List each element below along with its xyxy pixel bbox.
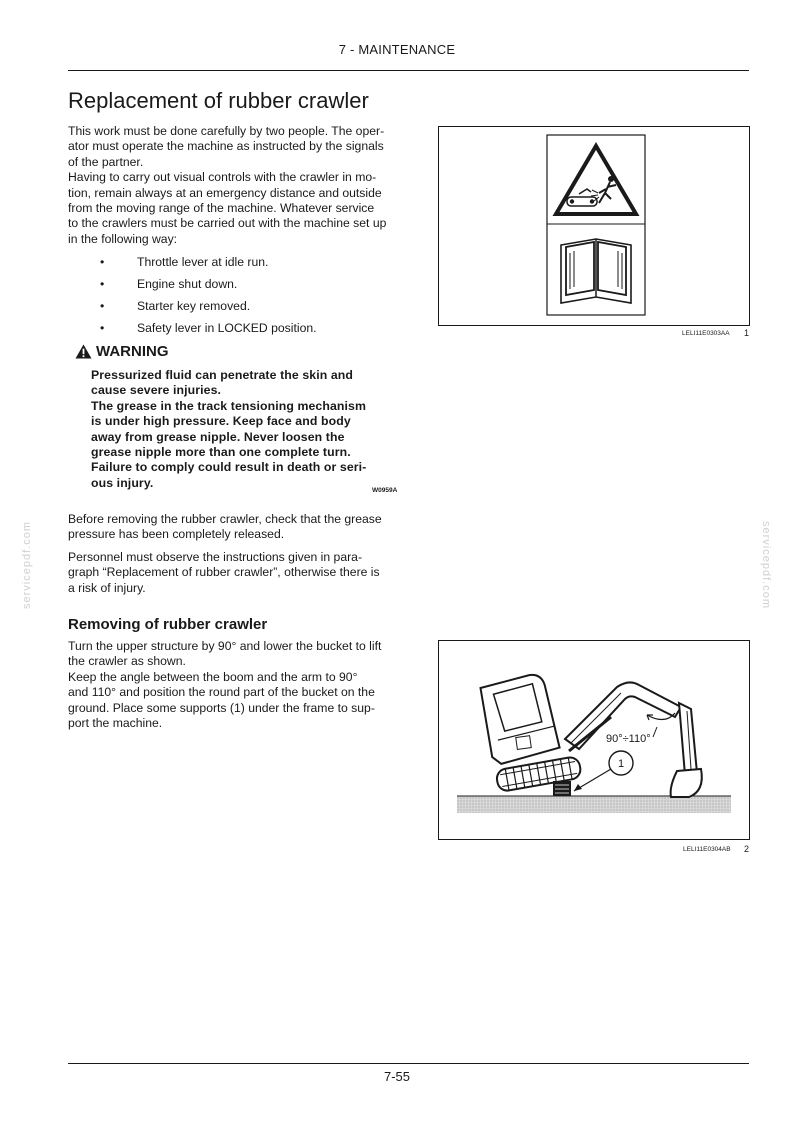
text-line: grease nipple more than one complete turn.: [91, 445, 351, 460]
watermark: servicepdf.com: [760, 521, 772, 609]
text-line: of the partner.: [68, 154, 144, 169]
setup-bullet-list: [100, 255, 400, 343]
list-item: [100, 255, 400, 277]
bullet-mark: •: [100, 299, 105, 313]
text-line: ous injury.: [91, 475, 154, 490]
figure-number: 2: [744, 844, 750, 854]
warning-code: W0959A: [372, 487, 398, 494]
figure-safety-decal: [438, 126, 750, 326]
text-line: ground. Place some supports (1) under the frame to sup-: [68, 700, 375, 715]
figure-caption: LELI11E0304AB: [683, 846, 731, 853]
warning-heading: [75, 343, 169, 360]
text-line: pressure has been completely released.: [68, 527, 285, 542]
figure-number: 1: [744, 328, 750, 338]
page-number: 7-55: [383, 1069, 411, 1084]
text-line: Turn the upper structure by 90° and lower the bucket to lift: [68, 639, 382, 653]
section-header: 7 - MAINTENANCE: [338, 42, 456, 57]
watermark: servicepdf.com: [21, 521, 33, 609]
text-line: Pressurized fluid can penetrate the skin and: [91, 368, 354, 382]
text-line: in the following way:: [68, 231, 178, 246]
support-callout-number: 1: [617, 758, 625, 770]
bullet-text: Starter key removed.: [137, 299, 251, 313]
excavator-lift-illustration: [439, 641, 749, 839]
bullet-text: Engine shut down.: [137, 277, 238, 291]
text-line: tion, remain always at an emergency distance and outside: [68, 185, 382, 200]
text-line: to the crawlers must be carried out with the machine set up: [68, 216, 387, 231]
text-line: The grease in the track tensioning mechanism: [91, 398, 367, 413]
text-line: This work must be done carefully by two people. The oper-: [68, 124, 385, 138]
text-line: away from grease nipple. Never loosen the: [91, 429, 345, 444]
header-rule: [68, 70, 749, 71]
warning-text: [91, 368, 386, 491]
text-line: from the moving range of the machine. Whatever service: [68, 201, 375, 216]
text-line: the crawler as shown.: [68, 654, 186, 669]
intro-paragraph: [68, 124, 409, 247]
text-line: graph “Replacement of rubber crawler”, otherwise there is: [68, 565, 380, 580]
text-line: and 110° and position the round part of the bucket on the: [68, 685, 375, 700]
warning-triangle-icon: [75, 344, 92, 359]
list-item: [100, 277, 400, 299]
text-line: Before removing the rubber crawler, check that the grease: [68, 512, 382, 526]
section-subheading: Removing of rubber crawler: [68, 616, 268, 633]
text-line: ator must operate the machine as instructed by the signals: [68, 139, 384, 154]
text-line: Personnel must observe the instructions given in para-: [68, 550, 363, 564]
grease-pressure-paragraph: [68, 512, 409, 543]
figure-caption: LELI11E0303AA: [682, 330, 730, 337]
bullet-mark: •: [100, 321, 105, 335]
page-title: Replacement of rubber crawler: [68, 88, 369, 113]
text-line: Keep the angle between the boom and the arm to 90°: [68, 669, 358, 684]
footer-rule: [68, 1063, 749, 1064]
text-line: Having to carry out visual controls with the crawler in mo-: [68, 170, 377, 185]
text-line: Failure to comply could result in death or seri-: [91, 460, 367, 475]
bullet-mark: •: [100, 255, 105, 269]
warning-heading-text: WARNING: [96, 343, 169, 360]
angle-label: 90°÷110°: [606, 733, 651, 745]
figure-excavator-lift: [438, 640, 750, 840]
text-line: port the machine.: [68, 716, 163, 731]
text-line: cause severe injuries.: [91, 383, 222, 398]
safety-decal-illustration: [439, 127, 749, 325]
list-item: [100, 321, 400, 343]
text-line: a risk of injury.: [68, 580, 146, 595]
personnel-paragraph: [68, 550, 409, 596]
list-item: [100, 299, 400, 321]
text-line: is under high pressure. Keep face and body: [91, 414, 351, 429]
bullet-mark: •: [100, 277, 105, 291]
bullet-text: Safety lever in LOCKED position.: [137, 321, 317, 335]
bullet-text: Throttle lever at idle run.: [137, 255, 269, 269]
removing-paragraph: [68, 639, 409, 731]
